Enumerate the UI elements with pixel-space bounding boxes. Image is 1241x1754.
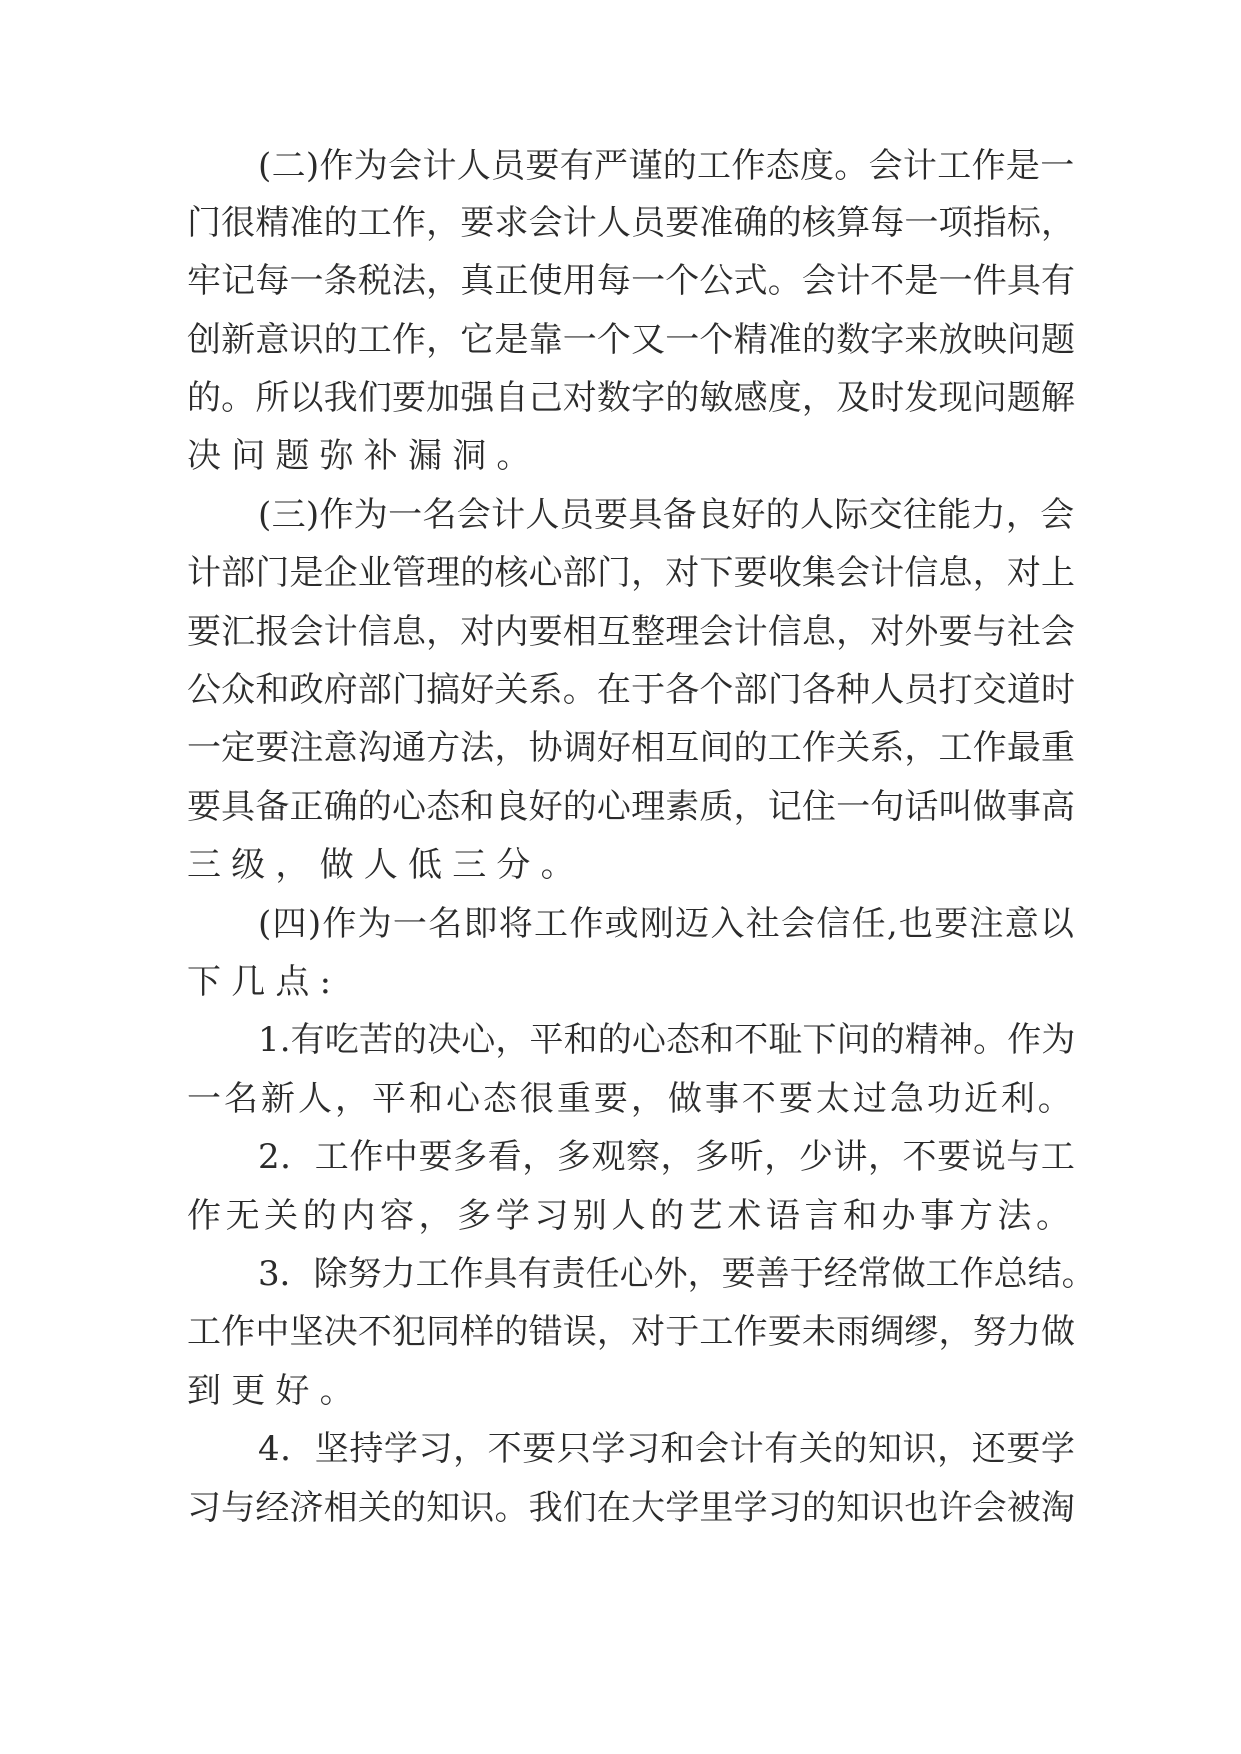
- text-line: 公众和政府部门搞好关系。在于各个部门各种人员打交道时: [187, 670, 1076, 710]
- text-line: 习与经济相关的知识。我们在大学里学习的知识也许会被淘: [187, 1488, 1076, 1528]
- text-line: (四)作为一名即将工作或刚迈入社会信任,也要注意以: [258, 904, 1076, 944]
- text-line: 要具备正确的心态和良好的心理素质，记住一句话叫做事高: [187, 787, 1076, 827]
- text-line: 牢记每一条税法，真正使用每一个公式。会计不是一件具有: [187, 261, 1076, 301]
- text-line: 3．除努力工作具有责任心外，要善于经常做工作总结。: [258, 1254, 1096, 1294]
- text-line: 三级，做人低三分。: [187, 845, 585, 885]
- text-line: 一定要注意沟通方法，协调好相互间的工作关系，工作最重: [187, 728, 1076, 768]
- text-line: 一名新人，平和心态很重要，做事不要太过急功近利。: [187, 1079, 1075, 1119]
- text-line: 下几点:: [187, 962, 342, 1002]
- text-line: 作无关的内容，多学习别人的艺术语言和办事方法。: [187, 1196, 1075, 1236]
- text-line: 要汇报会计信息，对内要相互整理会计信息，对外要与社会: [187, 612, 1076, 652]
- text-line: 4．坚持学习，不要只学习和会计有关的知识，还要学: [258, 1429, 1076, 1469]
- text-line: 的。所以我们要加强自己对数字的敏感度，及时发现问题解: [187, 378, 1076, 418]
- text-line: 计部门是企业管理的核心部门，对下要收集会计信息，对上: [187, 553, 1076, 593]
- text-line: 创新意识的工作，它是靠一个又一个精准的数字来放映问题: [187, 320, 1076, 360]
- text-line: 2．工作中要多看，多观察，多听，少讲，不要说与工: [258, 1137, 1076, 1177]
- text-line: (二)作为会计人员要有严谨的工作态度。会计工作是一: [258, 146, 1075, 186]
- text-line: 决问题弥补漏洞。: [187, 436, 541, 476]
- text-line: 1.有吃苦的决心，平和的心态和不耻下问的精神。作为: [258, 1020, 1076, 1060]
- text-line: (三)作为一名会计人员要具备良好的人际交往能力，会: [258, 495, 1075, 535]
- text-line: 到更好。: [187, 1371, 364, 1411]
- text-line: 门很精准的工作，要求会计人员要准确的核算每一项指标，: [187, 203, 1076, 243]
- text-line: 工作中坚决不犯同样的错误，对于工作要未雨绸缪，努力做: [187, 1312, 1076, 1352]
